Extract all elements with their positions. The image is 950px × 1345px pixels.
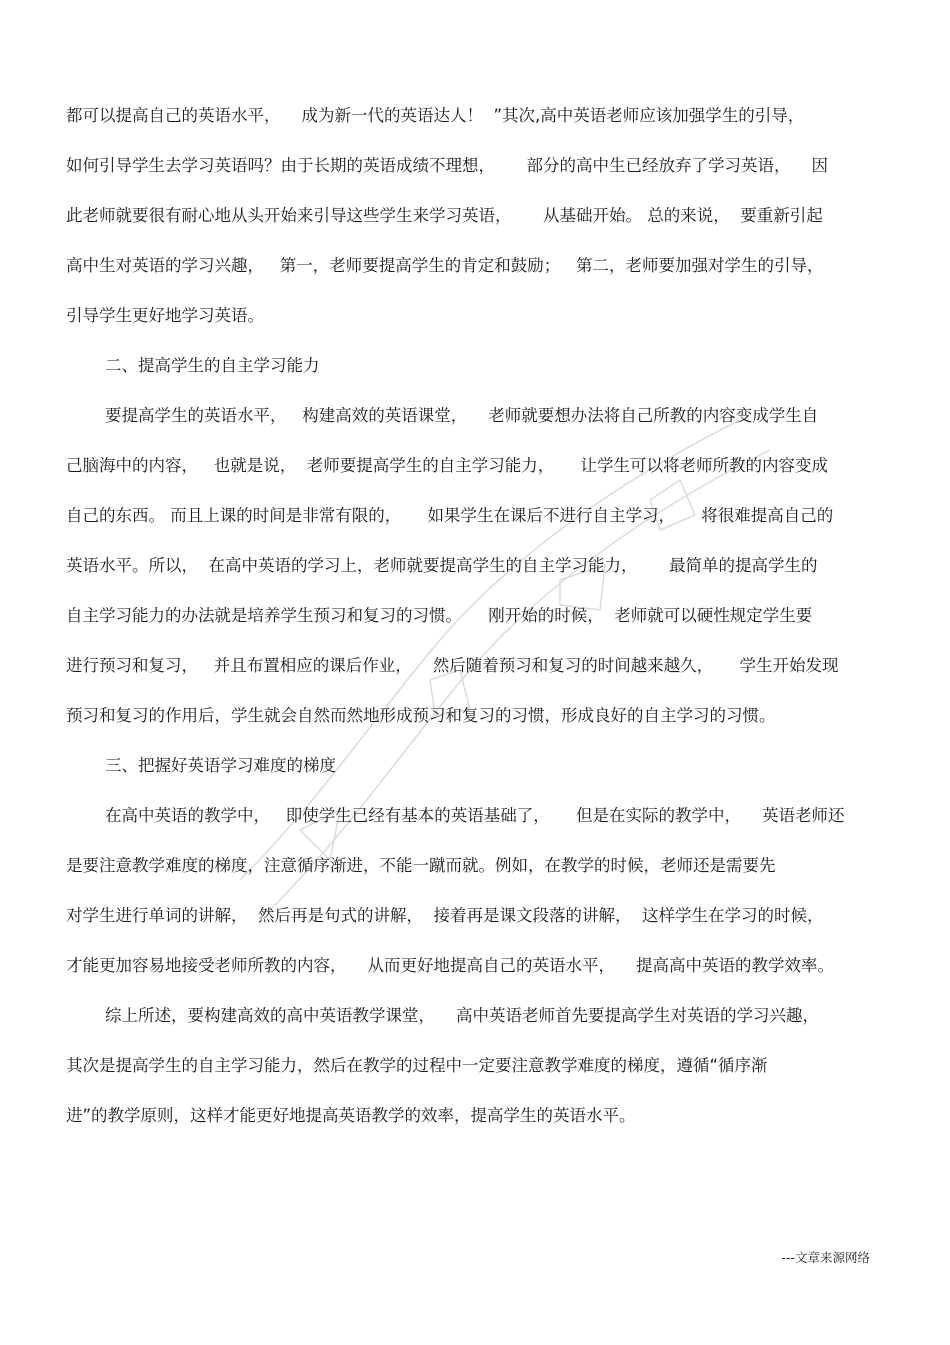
paragraph-line: 高中生对英语的学习兴趣， 第一，老师要提高学生的肯定和鼓励； 第二，老师要加强对学生的引导，	[66, 256, 824, 275]
paragraph-line: 要提高学生的英语水平， 构建高效的英语课堂， 老师就要想办法将自己所教的内容变成学生自	[105, 406, 819, 425]
paragraph-line: 进”的教学原则，这样才能更好地提高英语教学的效率，提高学生的英语水平。	[66, 1106, 636, 1125]
paragraph-line: 预习和复习的作用后，学生就会自然而然地形成预习和复习的习惯，形成良好的自主学习的习惯。	[66, 706, 776, 725]
paragraph-line: 英语水平。所以， 在高中英语的学习上，老师就要提高学生的自主学习能力， 最简单的提高学生的	[66, 556, 818, 575]
paragraph-line: 对学生进行单词的讲解， 然后再是句式的讲解， 接着再是课文段落的讲解， 这样学生在学习的时候，	[66, 906, 824, 925]
paragraph-line: 才能更加容易地接受老师所教的内容， 从而更好地提高自己的英语水平， 提高高中英语的教学效率。	[66, 956, 834, 975]
source-footer: ---文章来源网络	[781, 1250, 870, 1265]
section-heading: 二、提高学生的自主学习能力	[105, 356, 320, 375]
paragraph-line: 其次是提高学生的自主学习能力，然后在教学的过程中一定要注意教学难度的梯度，遵循“循序渐	[66, 1056, 768, 1075]
paragraph-line: 己脑海中的内容， 也就是说， 老师要提高学生的自主学习能力， 让学生可以将老师所教的内容变成	[66, 456, 828, 475]
paragraph-line: 如何引导学生去学习英语吗？由于长期的英语成绩不理想， 部分的高中生已经放弃了学习英语， 因	[66, 156, 828, 175]
paragraph-line: 是要注意教学难度的梯度，注意循序渐进，不能一蹴而就。例如，在教学的时候，老师还是需要先	[66, 856, 776, 875]
paragraph-line: 进行预习和复习， 并且布置相应的课后作业， 然后随着预习和复习的时间越来越久， 学生开始发现	[66, 656, 839, 675]
paragraph-line: 自主学习能力的办法就是培养学生预习和复习的习惯。 刚开始的时候， 老师就可以硬性规定学生要	[66, 606, 813, 625]
paragraph-line: 引导学生更好地学习英语。	[66, 306, 264, 325]
paragraph-line: 自己的东西。 而且上课的时间是非常有限的， 如果学生在课后不进行自主学习， 将很难提高自己的	[66, 506, 834, 525]
paragraph-line: 都可以提高自己的英语水平， 成为新一代的英语达人！ ”其次,高中英语老师应该加强学生的引导，	[66, 106, 805, 125]
section-heading: 三、把握好英语学习难度的梯度	[105, 756, 336, 775]
paragraph-line: 此老师就要很有耐心地从头开始来引导这些学生来学习英语， 从基础开始。 总的来说， 要重新引起	[66, 206, 823, 225]
paragraph-line: 综上所述，要构建高效的高中英语教学课堂， 高中英语老师首先要提高学生对英语的学习兴趣，	[105, 1006, 819, 1025]
paragraph-line: 在高中英语的教学中， 即使学生已经有基本的英语基础了， 但是在实际的教学中， 英语老师还	[105, 806, 845, 825]
